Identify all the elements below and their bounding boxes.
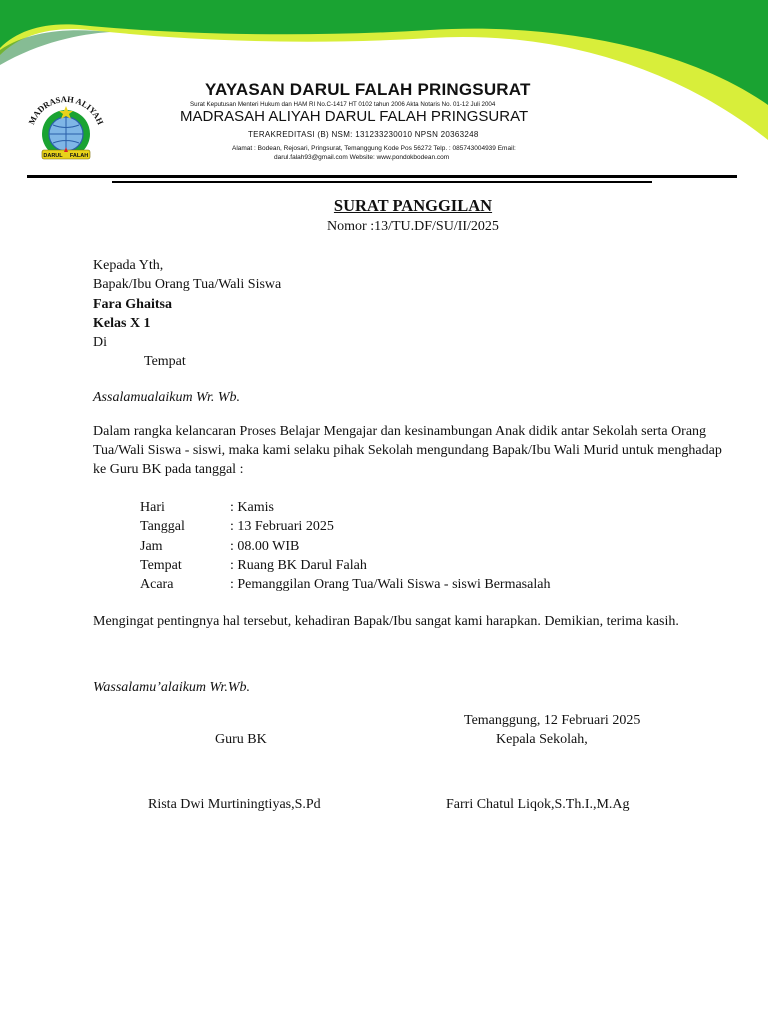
header-divider-thick (27, 175, 737, 178)
student-name: Fara Ghaitsa (93, 297, 172, 312)
accreditation-line: TERAKREDITASI (B) NSM: 131233230010 NPSN 20363248 (248, 130, 479, 139)
madrasah-name: MADRASAH ALIYAH DARUL FALAH PRINGSURAT (180, 108, 529, 125)
detail-value: : Kamis (230, 500, 274, 515)
letter-title: SURAT PANGGILAN (333, 196, 493, 215)
body-paragraph: Dalam rangka kelancaran Proses Belajar Mengajar dan kesinambungan Anak didik antar Sekolah serta Orang Tua/Wali Siswa - siswi, maka kami selaku pihak Sekolah mengundang Bapak/Ibu Wali Murid untuk menghadap ke Guru BK pada tanggal : (93, 424, 722, 477)
opening-greeting: Assalamualaikum Wr. Wb. (93, 390, 240, 405)
closing-paragraph: Mengingat pentingnya hal tersebut, kehadiran Bapak/Ibu sangat kami harapkan. Demikian, terima kasih. (93, 614, 679, 629)
svg-text:DARUL: DARUL (43, 153, 63, 159)
school-logo (20, 92, 110, 168)
letter-number: Nomor :13/TU.DF/SU/II/2025 (327, 219, 499, 234)
student-class: Kelas X 1 (93, 316, 151, 331)
detail-row-acara (140, 577, 550, 593)
signer-left-name: Rista Dwi Murtiningtiyas,S.Pd (148, 797, 321, 812)
signer-left-role: Guru BK (215, 732, 267, 747)
address-line: Alamat : Bodean, Rejosari, Pringsurat, Temanggung Kode Pos 56272 Telp. : 085743004939 Email: (232, 145, 516, 152)
detail-value: : 08.00 WIB (230, 539, 300, 554)
addressee-di: Di (93, 335, 107, 350)
detail-row-hari (140, 500, 274, 516)
detail-label: Tanggal (140, 519, 185, 534)
svg-text:MADRASAH ALIYAH: MADRASAH ALIYAH (26, 93, 106, 127)
signer-right-role: Kepala Sekolah, (496, 732, 588, 747)
legal-decree-line: Surat Keputusan Menteri Hukum dan HAM RI No.C-1417 HT 0102 tahun 2006 Akta Notaris No. 01-12 Juli 2004 (190, 101, 496, 108)
header-wave-background (0, 0, 768, 200)
detail-value: : Ruang BK Darul Falah (230, 558, 367, 573)
contact-line: darul.falah93@gmail.com Website: www.pondokbodean.com (274, 154, 450, 161)
detail-row-tanggal (140, 519, 334, 535)
addressee-parent: Bapak/Ibu Orang Tua/Wali Siswa (93, 277, 282, 292)
detail-label: Hari (140, 500, 165, 515)
addressee-greeting: Kepada Yth, (93, 258, 164, 273)
detail-row-jam (140, 539, 299, 555)
detail-label: Acara (140, 577, 174, 592)
closing-greeting: Wassalamu’alaikum Wr.Wb. (93, 680, 250, 695)
detail-value: : 13 Februari 2025 (230, 519, 334, 534)
yayasan-name: YAYASAN DARUL FALAH PRINGSURAT (205, 80, 531, 99)
detail-label: Tempat (140, 558, 182, 573)
svg-text:FALAH: FALAH (69, 153, 89, 159)
place-date: Temanggung, 12 Februari 2025 (464, 713, 641, 728)
addressee-place: Tempat (144, 354, 186, 369)
detail-value: : Pemanggilan Orang Tua/Wali Siswa - siswi Bermasalah (230, 577, 551, 592)
header-divider-thin (112, 181, 652, 183)
detail-label: Jam (140, 539, 163, 554)
signer-right-name: Farri Chatul Liqok,S.Th.I.,M.Ag (446, 797, 630, 812)
detail-row-tempat (140, 558, 367, 574)
